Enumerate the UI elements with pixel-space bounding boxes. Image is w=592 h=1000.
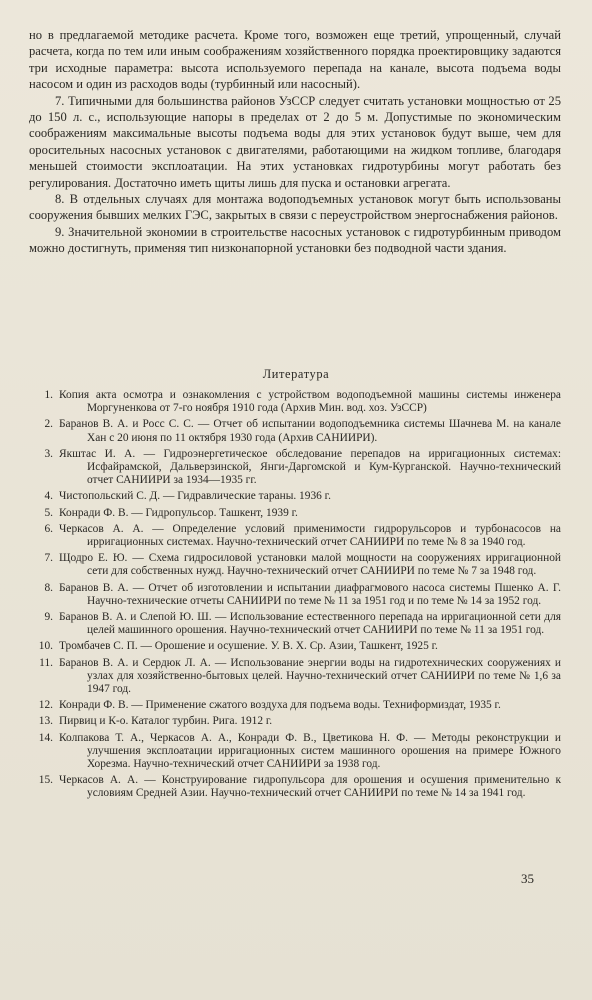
literature-heading: Литература <box>262 367 330 381</box>
reference-item <box>29 418 561 444</box>
paragraph-9: 9. Значительной экономии в строительстве насосных установок с гидротурбинным приводом можно достигнуть, применяя тип низконапорной установки без подводной части здания. <box>29 224 561 256</box>
reference-number: 4. <box>44 490 53 503</box>
reference-number: 1. <box>44 389 53 401</box>
body-text <box>29 27 561 257</box>
paragraph-8: 8. В отдельных случаях для монтажа водоподъемных установок могут быть использованы сооружения бывших мелких ГЭС, закрытых в связи с переустройством энергоснабжения районов. <box>29 192 561 223</box>
reference-list <box>29 389 561 804</box>
reference-number: 5. <box>44 506 53 519</box>
reference-item <box>29 582 561 608</box>
reference-item <box>29 552 561 578</box>
reference-text: Щодро Е. Ю. — Схема гидросиловой установки малой мощности на сооружениях ирригационной сети для собственных нужд. Научно-технический отчет САНИИРИ по теме № 7 за 1948 год. <box>59 552 561 578</box>
reference-number: 15. <box>38 774 53 787</box>
reference-number: 9. <box>44 611 53 624</box>
reference-number: 8. <box>44 581 53 594</box>
page-number: 35 <box>521 871 534 886</box>
reference-number: 2. <box>44 418 53 431</box>
reference-item <box>29 523 561 549</box>
reference-number: 14. <box>38 731 53 744</box>
reference-item <box>29 774 561 800</box>
reference-text: Якштас И. А. — Гидроэнергетическое обследование перепадов на ирригационных системах: Исфайрамской, Дальверзинской, Янги-Даргомской и Кум-Курганской. Научно-технический отчет САНИИРИ за 1934—1935 гг. <box>59 447 561 487</box>
paragraph-continuation: но в предлагаемой методике расчета. Кроме того, возможен еще третий, упрощенный, случай расчета, когда по тем или иным соображениям хозяйственного порядка проектировщику задаются три исходные параметра: высота используемого перепада на канале, высота подъема воды насосом и один из расходов воды (турбинный или насосный). <box>29 28 561 92</box>
reference-number: 3. <box>44 447 53 460</box>
reference-text: Баранов В. А. — Отчет об изготовлении и испытании диафрагмового насоса системы Пшенко А. Г. Научно-технические отчеты САНИИРИ по теме № 11 за 1951 год и по теме № 14 за 1952 год. <box>59 581 561 607</box>
reference-item <box>29 490 561 503</box>
reference-text: Черкасов А. А. — Определение условий применимости гидроpульсоров и турбонасосов на ирригационных системах. Научно-технический отчет САНИИРИ по теме № 8 за 1940 год. <box>59 522 561 549</box>
reference-item <box>29 389 561 415</box>
reference-item <box>29 732 561 772</box>
reference-number: 6. <box>44 522 53 535</box>
reference-text: Пирвиц и К-о. Каталог турбин. Рига. 1912 г. <box>59 715 273 728</box>
reference-number: 13. <box>38 715 53 728</box>
reference-number: 12. <box>38 699 53 712</box>
reference-item <box>29 640 561 653</box>
reference-text: Баранов В. А. и Сердюк Л. А. — Использование энергии воды на гидротехнических сооружениях и узлах для хозяйственно-бытовых целей. Научно-технический отчет САНИИРИ по теме № 1,6 за 1947 год. <box>59 656 561 696</box>
reference-number: 10. <box>38 640 53 653</box>
reference-item <box>29 715 561 728</box>
reference-item <box>29 699 561 712</box>
reference-text: Баранов В. А. и Росс С. С. — Отчет об испытании водоподъемника системы Шачнева М. на канале Хан с 20 июня по 11 октября 1930 года (Архив САНИИРИ). <box>59 418 561 444</box>
reference-text: Баранов В. А. и Слепой Ю. Ш. — Использование естественного перепада на ирригационной сети для целей машинного орошения. Научно-технический отчет САНИИРИ по теме № 11 за 1951 год. <box>59 611 561 637</box>
reference-text: Конради Ф. В. — Гидропульсор. Ташкент, 1939 г. <box>59 506 298 519</box>
reference-text: Конради Ф. В. — Применение сжатого воздуха для подъема воды. Техниформиздат, 1935 г. <box>59 699 501 712</box>
reference-text: Тромбачев С. П. — Орошение и осушение. У. В. Х. Ср. Азии, Ташкент, 1925 г. <box>59 640 438 653</box>
reference-item <box>29 611 561 637</box>
reference-item <box>29 448 561 488</box>
reference-number: 11. <box>39 656 53 669</box>
reference-text: Копия акта осмотра и ознакомления с устройством водоподъемной машины системы инженера Моргуненкова от 7-го ноября 1910 года (Архив Мин. вод. хоз. УзССР) <box>59 389 561 415</box>
reference-text: Чистопольский С. Д. — Гидравлические тараны. 1936 г. <box>59 490 331 503</box>
reference-item <box>29 657 561 697</box>
reference-text: Черкасов А. А. — Конструирование гидропульсора для орошения и осушения применительно к условиям Средней Азии. Научно-технический отчет САНИИРИ по теме № 14 за 1941 год. <box>59 774 561 800</box>
reference-text: Колпакова Т. А., Черкасов А. А., Конради Ф. В., Цветикова Н. Ф. — Методы реконструкции и улучшения эксплоатации ирригационных систем машинного орошения на примере Южного Хорезма. Научно-технический отчет САНИИРИ за 1938 год. <box>59 731 561 771</box>
paragraph-7: 7. Типичными для большинства районов УзССР следует считать установки мощностью от 25 до 150 л. с., использующие напоры в пределах от 2 до 5 м. Допустимые по экономическим соображениям максимальные высоты подъема воды для этих установок будут выше, чем для оросительных насосных установок с двигателями, работающими на жидком топливе, благодаря меньшей стоимости эксплоатации. На этих установках гидротурбины могут работать без регулирования. Достаточно иметь щиты лишь для пуска и остановки агрегата. <box>29 93 561 190</box>
reference-item <box>29 507 561 520</box>
reference-number: 7. <box>44 552 53 565</box>
